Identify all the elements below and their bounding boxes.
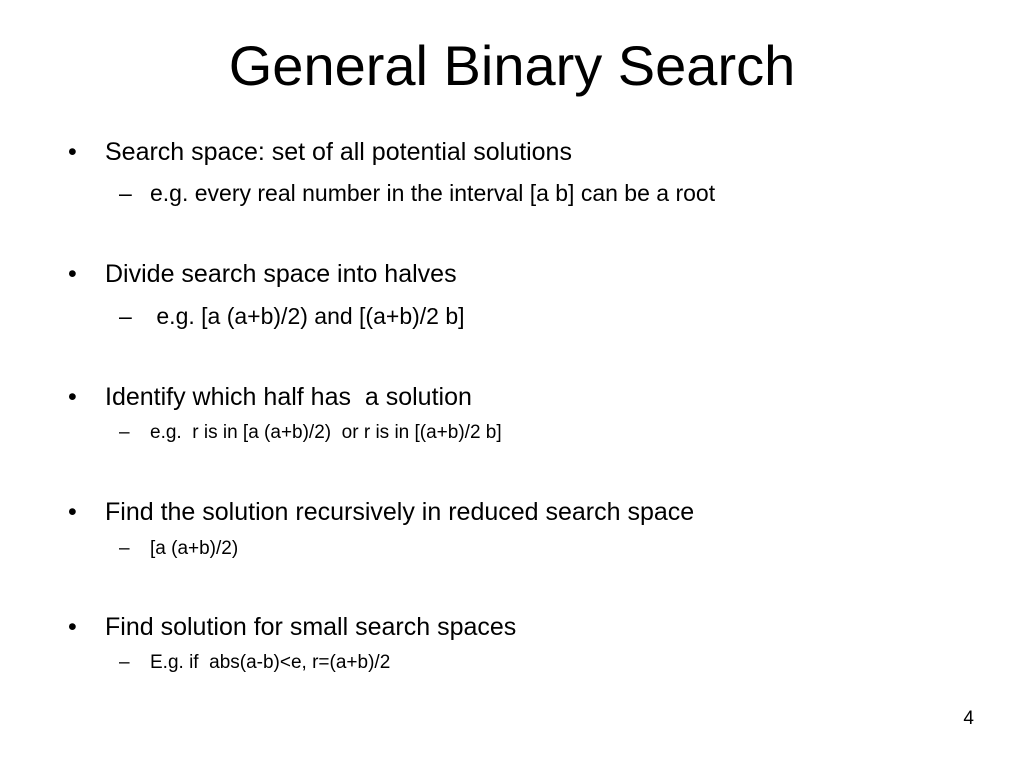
bullet-text: Search space: set of all potential solutions — [105, 138, 572, 166]
sub-item-text: E.g. if abs(a-b)<e, r=(a+b)/2 — [150, 652, 391, 673]
bullet-text: Identify which half has a solution — [105, 383, 472, 411]
dash-icon: – — [119, 422, 130, 443]
sub-item-text: e.g. [a (a+b)/2) and [(a+b)/2 b] — [150, 303, 465, 329]
bullet-item-small-spaces — [68, 611, 517, 643]
sub-item-identify-example — [119, 420, 502, 446]
bullet-text: Find the solution recursively in reduced search space — [105, 498, 695, 526]
sub-item-recursive-example — [119, 536, 239, 562]
bullet-text: Divide search space into halves — [105, 260, 457, 288]
dash-icon: – — [119, 303, 132, 329]
bullet-icon: • — [68, 260, 77, 288]
bullet-item-recursive — [68, 496, 695, 528]
sub-item-divide-example — [119, 301, 465, 331]
bullet-item-search-space — [68, 136, 572, 168]
bullet-icon: • — [68, 138, 77, 166]
bullet-icon: • — [68, 613, 77, 641]
bullet-item-identify — [68, 381, 472, 413]
bullet-icon: • — [68, 498, 77, 526]
bullet-item-divide — [68, 258, 457, 290]
bullet-icon: • — [68, 383, 77, 411]
sub-item-small-spaces-example — [119, 650, 391, 676]
sub-item-text: e.g. every real number in the interval [a b] can be a root — [150, 180, 716, 206]
dash-icon: – — [119, 652, 130, 673]
sub-item-text: e.g. r is in [a (a+b)/2) or r is in [(a+b)/2 b] — [150, 422, 502, 443]
dash-icon: – — [119, 538, 130, 559]
sub-item-text: [a (a+b)/2) — [150, 538, 239, 559]
dash-icon: – — [119, 180, 132, 206]
sub-item-search-space-example — [119, 178, 716, 208]
page-number: 4 — [963, 708, 974, 729]
slide-title: General Binary Search — [228, 34, 796, 97]
bullet-text: Find solution for small search spaces — [105, 613, 517, 641]
